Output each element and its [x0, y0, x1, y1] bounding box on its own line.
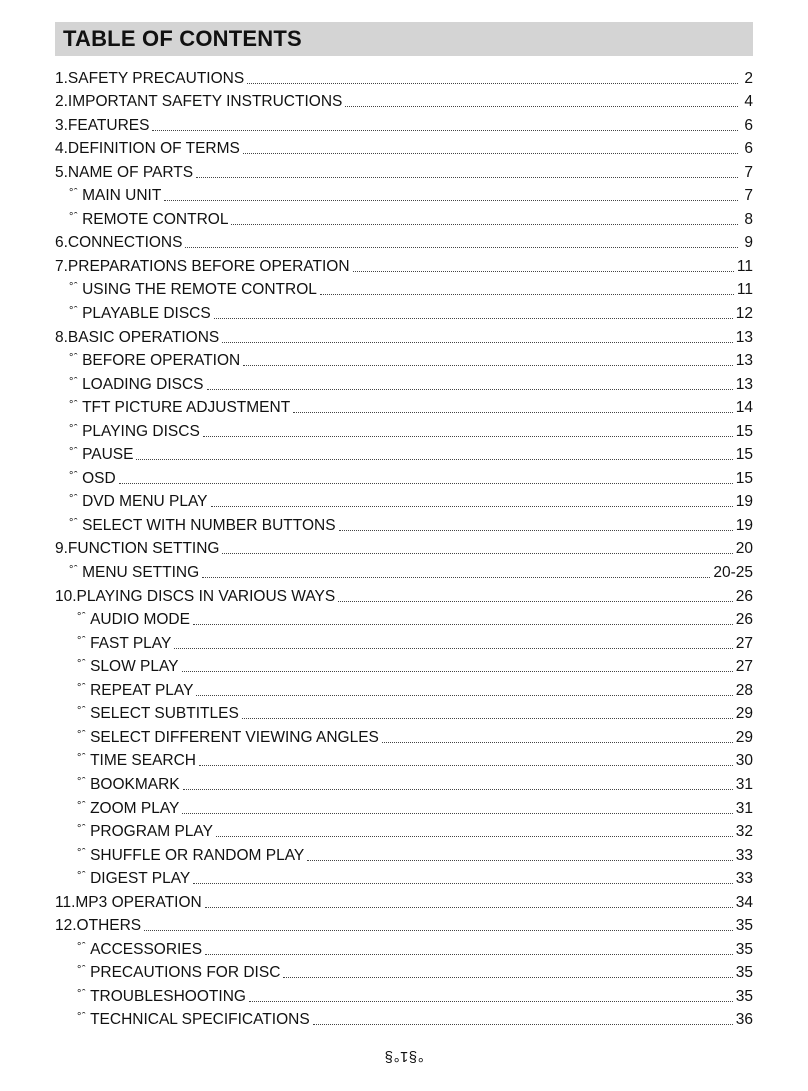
toc-leader-dots — [144, 930, 733, 931]
table-of-contents — [55, 64, 753, 1029]
toc-entry-label: REMOTE CONTROL — [82, 210, 229, 228]
toc-leader-dots — [207, 389, 733, 390]
toc-entry-page-number: 15 — [735, 469, 753, 487]
toc-bullet-mark: °ˆ — [77, 728, 87, 741]
toc-entry-label: 9.FUNCTION SETTING — [55, 540, 220, 558]
toc-bullet-mark: °ˆ — [69, 352, 79, 365]
toc-bullet-mark: °ˆ — [77, 1011, 87, 1024]
toc-entry-label: USING THE REMOTE CONTROL — [82, 281, 317, 299]
toc-bullet-mark: °ˆ — [77, 823, 87, 836]
toc-leader-dots — [193, 624, 733, 625]
toc-bullet-mark: °ˆ — [69, 469, 79, 482]
toc-entry-label: 7.PREPARATIONS BEFORE OPERATION — [55, 257, 350, 275]
toc-entry — [55, 229, 753, 253]
toc-leader-dots — [211, 506, 733, 507]
toc-leader-dots — [183, 789, 733, 790]
toc-leader-dots — [243, 365, 733, 366]
toc-entry — [55, 818, 753, 842]
toc-bullet-mark: °ˆ — [69, 281, 79, 294]
toc-entry-label: TFT PICTURE ADJUSTMENT — [82, 399, 291, 417]
toc-leader-dots — [353, 271, 734, 272]
toc-entry-page-number: 15 — [735, 422, 753, 440]
toc-entry-label: 5.NAME OF PARTS — [55, 163, 194, 181]
toc-entry-page-number: 28 — [735, 681, 753, 699]
toc-bullet-mark: °ˆ — [77, 658, 87, 671]
toc-entry-page-number: 11 — [736, 257, 753, 275]
toc-entry — [55, 888, 753, 912]
toc-bullet-mark: °ˆ — [77, 775, 87, 788]
toc-bullet-mark: °ˆ — [77, 611, 87, 624]
toc-leader-dots — [119, 483, 733, 484]
toc-leader-dots — [203, 436, 733, 437]
toc-bullet-mark: °ˆ — [69, 399, 79, 412]
toc-entry-page-number: 34 — [735, 893, 753, 911]
toc-entry-label: 3.FEATURES — [55, 116, 150, 134]
toc-entry — [55, 417, 753, 441]
toc-leader-dots — [136, 459, 732, 460]
toc-entry — [55, 182, 753, 206]
toc-entry-label: PLAYING DISCS — [82, 422, 200, 440]
toc-leader-dots — [222, 553, 732, 554]
toc-entry-page-number: 33 — [735, 846, 753, 864]
toc-entry-page-number: 26 — [735, 587, 753, 605]
toc-entry-label: ZOOM PLAY — [90, 799, 180, 817]
toc-leader-dots — [182, 671, 733, 672]
toc-entry — [55, 865, 753, 889]
toc-bullet-mark: °ˆ — [69, 375, 79, 388]
toc-bullet-mark: °ˆ — [69, 187, 79, 200]
toc-entry — [55, 394, 753, 418]
toc-entry — [55, 252, 753, 276]
toc-entry-label: SELECT DIFFERENT VIEWING ANGLES — [90, 728, 379, 746]
toc-entry — [55, 370, 753, 394]
toc-entry-label: SELECT SUBTITLES — [90, 705, 239, 723]
toc-bullet-mark: °ˆ — [77, 799, 87, 812]
toc-entry — [55, 747, 753, 771]
toc-leader-dots — [216, 836, 733, 837]
toc-entry — [55, 488, 753, 512]
toc-entry-label: DIGEST PLAY — [90, 870, 191, 888]
toc-entry-label: MENU SETTING — [82, 564, 200, 582]
toc-entry — [55, 935, 753, 959]
toc-entry-label: 6.CONNECTIONS — [55, 234, 183, 252]
toc-entry — [55, 653, 753, 677]
toc-entry-page-number: 27 — [735, 634, 753, 652]
toc-bullet-mark: °ˆ — [77, 846, 87, 859]
toc-entry-page-number: 13 — [735, 328, 753, 346]
toc-entry — [55, 841, 753, 865]
toc-leader-dots — [182, 813, 732, 814]
toc-leader-dots — [205, 954, 733, 955]
toc-entry-label: OSD — [82, 469, 116, 487]
toc-entry — [55, 276, 753, 300]
toc-leader-dots — [164, 200, 738, 201]
toc-entry — [55, 723, 753, 747]
toc-entry-page-number: 29 — [735, 728, 753, 746]
toc-entry — [55, 606, 753, 630]
toc-entry-page-number: 35 — [735, 940, 753, 958]
toc-bullet-mark: °ˆ — [77, 752, 87, 765]
toc-bullet-mark: °ˆ — [77, 634, 87, 647]
toc-leader-dots — [205, 907, 733, 908]
toc-entry-page-number: 33 — [735, 870, 753, 888]
toc-entry — [55, 88, 753, 112]
toc-entry — [55, 794, 753, 818]
toc-entry — [55, 464, 753, 488]
toc-entry-page-number: 4 — [744, 93, 753, 111]
toc-entry-label: PROGRAM PLAY — [90, 823, 213, 841]
toc-entry-page-number: 7 — [744, 187, 753, 205]
toc-entry — [55, 323, 753, 347]
toc-entry-label: 8.BASIC OPERATIONS — [55, 328, 220, 346]
toc-entry — [55, 582, 753, 606]
toc-entry-page-number: 36 — [735, 1011, 753, 1029]
toc-leader-dots — [196, 695, 732, 696]
toc-leader-dots — [242, 718, 733, 719]
toc-bullet-mark: °ˆ — [77, 987, 87, 1000]
toc-entry-label: MAIN UNIT — [82, 187, 162, 205]
toc-entry — [55, 1006, 753, 1030]
toc-leader-dots — [202, 577, 710, 578]
toc-leader-dots — [214, 318, 733, 319]
toc-leader-dots — [247, 83, 738, 84]
toc-entry — [55, 299, 753, 323]
toc-entry-page-number: 32 — [735, 823, 753, 841]
toc-entry-page-number: 13 — [735, 375, 753, 393]
toc-entry — [55, 982, 753, 1006]
toc-leader-dots — [193, 883, 732, 884]
toc-entry — [55, 64, 753, 88]
toc-entry-label: 2.IMPORTANT SAFETY INSTRUCTIONS — [55, 93, 343, 111]
toc-entry-page-number: 6 — [744, 116, 753, 134]
toc-entry-page-number: 2 — [744, 69, 753, 87]
toc-entry-page-number: 8 — [744, 210, 753, 228]
toc-entry-page-number: 9 — [744, 234, 753, 252]
toc-entry — [55, 441, 753, 465]
toc-entry — [55, 111, 753, 135]
toc-entry-page-number: 19 — [735, 516, 753, 534]
toc-entry-page-number: 26 — [735, 611, 753, 629]
toc-leader-dots — [243, 153, 738, 154]
toc-entry-label: TIME SEARCH — [90, 752, 196, 770]
toc-leader-dots — [345, 106, 738, 107]
toc-bullet-mark: °ˆ — [77, 964, 87, 977]
toc-entry-label: 1.SAFETY PRECAUTIONS — [55, 69, 245, 87]
toc-entry-label: TECHNICAL SPECIFICATIONS — [90, 1011, 310, 1029]
toc-entry-label: BEFORE OPERATION — [82, 352, 241, 370]
toc-entry-page-number: 35 — [735, 964, 753, 982]
toc-bullet-mark: °ˆ — [69, 305, 79, 318]
toc-entry-page-number: 13 — [735, 352, 753, 370]
toc-bullet-mark: °ˆ — [69, 564, 79, 577]
toc-entry-label: PRECAUTIONS FOR DISC — [90, 964, 281, 982]
toc-entry — [55, 770, 753, 794]
toc-leader-dots — [222, 342, 733, 343]
toc-entry-label: SELECT WITH NUMBER BUTTONS — [82, 516, 336, 534]
toc-entry-label: 11.MP3 OPERATION — [55, 893, 202, 911]
toc-entry — [55, 511, 753, 535]
toc-entry — [55, 912, 753, 936]
toc-bullet-mark: °ˆ — [69, 446, 79, 459]
toc-entry — [55, 158, 753, 182]
toc-leader-dots — [313, 1024, 733, 1025]
toc-entry-page-number: 35 — [735, 917, 753, 935]
toc-leader-dots — [320, 294, 734, 295]
toc-entry-page-number: 6 — [744, 140, 753, 158]
toc-bullet-mark: °ˆ — [69, 516, 79, 529]
toc-entry-page-number: 15 — [735, 446, 753, 464]
toc-leader-dots — [174, 648, 732, 649]
toc-entry-label: 12.OTHERS — [55, 917, 142, 935]
toc-entry-page-number: 20-25 — [713, 564, 753, 582]
toc-entry — [55, 676, 753, 700]
toc-entry-page-number: 14 — [735, 399, 753, 417]
toc-entry-label: PAUSE — [82, 446, 134, 464]
toc-entry — [55, 205, 753, 229]
toc-leader-dots — [283, 977, 732, 978]
toc-entry-page-number: 30 — [735, 752, 753, 770]
toc-bullet-mark: °ˆ — [69, 422, 79, 435]
toc-leader-dots — [293, 412, 733, 413]
toc-entry-label: TROUBLESHOOTING — [90, 987, 246, 1005]
toc-entry — [55, 629, 753, 653]
toc-bullet-mark: °ˆ — [77, 940, 87, 953]
toc-entry-label: REPEAT PLAY — [90, 681, 194, 699]
toc-entry — [55, 535, 753, 559]
toc-entry — [55, 135, 753, 159]
toc-header-bar — [55, 22, 753, 56]
toc-leader-dots — [199, 765, 733, 766]
toc-bullet-mark: °ˆ — [69, 210, 79, 223]
toc-entry-page-number: 12 — [735, 305, 753, 323]
toc-entry-label: AUDIO MODE — [90, 611, 190, 629]
toc-entry-label: PLAYABLE DISCS — [82, 305, 211, 323]
toc-entry-label: BOOKMARK — [90, 775, 180, 793]
toc-bullet-mark: °ˆ — [77, 870, 87, 883]
toc-entry-label: LOADING DISCS — [82, 375, 204, 393]
toc-bullet-mark: °ˆ — [69, 493, 79, 506]
toc-entry-page-number: 19 — [735, 493, 753, 511]
toc-entry-page-number: 31 — [735, 799, 753, 817]
page-footer-marker: °§1°§ — [384, 1048, 424, 1065]
toc-leader-dots — [338, 601, 733, 602]
toc-entry-page-number: 27 — [735, 658, 753, 676]
toc-leader-dots — [249, 1001, 733, 1002]
toc-leader-dots — [196, 177, 738, 178]
toc-entry-page-number: 20 — [735, 540, 753, 558]
toc-leader-dots — [185, 247, 738, 248]
toc-entry-page-number: 11 — [736, 281, 753, 299]
page-title: TABLE OF CONTENTS — [63, 26, 302, 51]
toc-entry — [55, 700, 753, 724]
toc-bullet-mark: °ˆ — [77, 681, 87, 694]
toc-entry-label: DVD MENU PLAY — [82, 493, 208, 511]
toc-entry — [55, 347, 753, 371]
toc-leader-dots — [152, 130, 738, 131]
toc-entry-page-number: 31 — [735, 775, 753, 793]
toc-leader-dots — [382, 742, 733, 743]
toc-entry-label: SLOW PLAY — [90, 658, 179, 676]
toc-entry — [55, 558, 753, 582]
toc-entry-page-number: 35 — [735, 987, 753, 1005]
toc-entry-label: 4.DEFINITION OF TERMS — [55, 140, 240, 158]
toc-entry-page-number: 29 — [735, 705, 753, 723]
toc-entry-label: ACCESSORIES — [90, 940, 203, 958]
toc-entry-label: SHUFFLE OR RANDOM PLAY — [90, 846, 305, 864]
toc-entry-label: 10.PLAYING DISCS IN VARIOUS WAYS — [55, 587, 336, 605]
toc-entry — [55, 959, 753, 983]
toc-leader-dots — [231, 224, 738, 225]
toc-bullet-mark: °ˆ — [77, 705, 87, 718]
toc-entry-label: FAST PLAY — [90, 634, 172, 652]
toc-leader-dots — [339, 530, 733, 531]
toc-entry-page-number: 7 — [744, 163, 753, 181]
toc-leader-dots — [307, 860, 733, 861]
